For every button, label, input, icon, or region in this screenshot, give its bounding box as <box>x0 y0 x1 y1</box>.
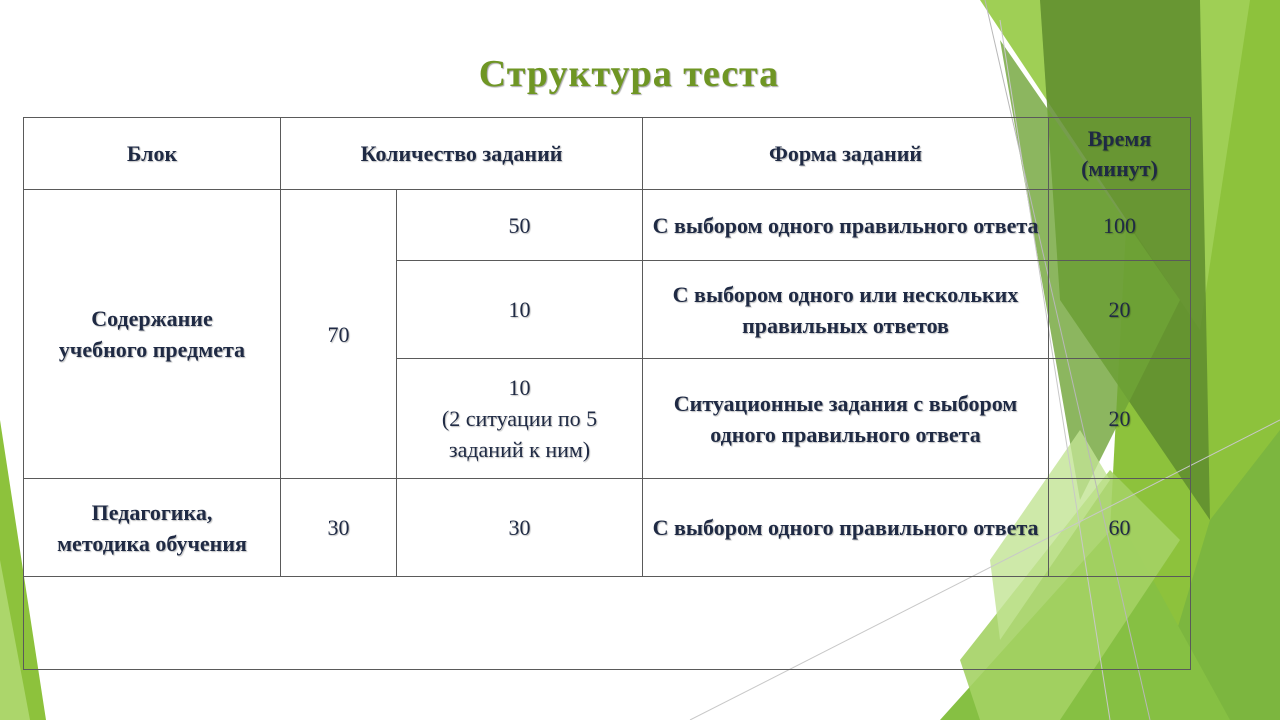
block-name-cell: Педагогика, методика обучения <box>24 479 281 577</box>
header-form: Форма заданий <box>643 118 1049 190</box>
count-cell: 50 <box>397 190 643 261</box>
count-cell: 30 <box>397 479 643 577</box>
slide-title: Структура теста <box>478 53 780 95</box>
time-cell: 20 <box>1049 261 1191 359</box>
count-cell: 10 (2 ситуации по 5 заданий к ним) <box>397 359 643 479</box>
empty-cell <box>24 577 1191 670</box>
header-count: Количество заданий <box>281 118 643 190</box>
time-cell: 60 <box>1049 479 1191 577</box>
table-row <box>24 190 1191 261</box>
header-block: Блок <box>24 118 281 190</box>
form-cell: Ситуационные задания с выбором одного правильного ответа <box>643 359 1049 479</box>
time-cell: 100 <box>1049 190 1191 261</box>
form-cell: С выбором одного правильного ответа <box>643 479 1049 577</box>
total-count-cell: 30 <box>281 479 397 577</box>
table-row <box>24 479 1191 577</box>
time-cell: 20 <box>1049 359 1191 479</box>
empty-row <box>24 577 1191 670</box>
block-name-cell: Содержание учебного предмета <box>24 190 281 479</box>
test-structure-table <box>23 117 1191 670</box>
form-cell: С выбором одного правильного ответа <box>643 190 1049 261</box>
header-time: Время (минут) <box>1049 118 1191 190</box>
header-row <box>24 118 1191 190</box>
count-cell: 10 <box>397 261 643 359</box>
form-cell: С выбором одного или нескольких правильных ответов <box>643 261 1049 359</box>
total-count-cell: 70 <box>281 190 397 479</box>
